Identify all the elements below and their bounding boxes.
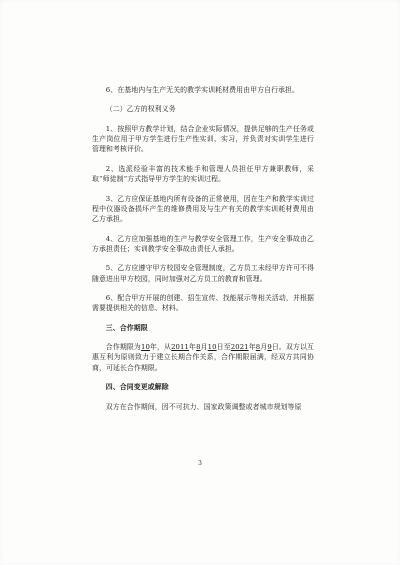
period-text-4: 日至 <box>216 343 231 352</box>
page-number: 3 <box>198 460 202 467</box>
start-month: 8 <box>196 343 201 352</box>
cooperation-period-paragraph <box>92 342 314 373</box>
obligation-item-4: 4、乙方应加强基地的生产与教学安全管理工作，生产安全事故由乙方承担责任；实训教学安全事故由责任人承担。 <box>92 234 314 253</box>
period-text-3: 月 <box>200 343 208 352</box>
period-text-6: 月 <box>260 343 268 352</box>
section-4-heading: 四、合同变更或解除 <box>105 383 169 392</box>
period-years: 10 <box>140 343 150 352</box>
period-text-5: 年 <box>248 343 256 352</box>
end-day: 9 <box>267 343 272 352</box>
period-post-text: 日。双方以互惠互利为原则致力于建立长期合作关系，合作期限届满，经双方共同协商，可延长合作期限。 <box>92 343 314 372</box>
obligation-item-3: 3、乙方应保证基地内所有设备的正常使用，因在生产和教学实训过程中仪器设备损坏产生的维修费用及与生产有关的教学实训耗材费用由乙方承担。 <box>92 194 314 224</box>
obligation-item-6: 6、配合甲方开展的创建、招生宣传、找能展示等相关活动，并根据需要提供相关的信息、材料。 <box>92 294 314 313</box>
period-pre-text: 合作期限为 <box>105 343 141 352</box>
section-2-heading: （二）乙方的权利义务 <box>105 105 176 114</box>
start-day: 10 <box>207 343 217 352</box>
period-text-2: 年 <box>189 343 197 352</box>
end-month: 8 <box>255 343 261 352</box>
obligation-item-5: 5、乙方应遵守甲方校园安全管理制度，乙方员工未经甲方许可不得随意进出甲方校园，同时加强对乙方员工的教育和管理。 <box>92 264 314 283</box>
period-text-1: 年，从 <box>149 343 172 352</box>
obligation-item-2: 2、选派经验丰富的技术能手和管理人员担任甲方兼职教师，采取“师徒制”方式指导甲方学生的实训过程。 <box>92 164 314 184</box>
obligation-item-1: 1、按照甲方教学计划，结合企业实际情况，提供足够的生产任务或生产岗位用于甲方学生进行生产性实训、实习，并负责对实训学生进行管理和考核评价。 <box>92 124 314 154</box>
start-year: 2011 <box>171 343 190 352</box>
section-3-heading: 三、合作期限 <box>105 323 148 332</box>
document-body <box>92 85 314 421</box>
section-4-paragraph: 双方在合作期间，因不可抗力、国家政策调整或者城市规划等原 <box>105 402 302 411</box>
clause-6-paragraph: 6、在基地内与生产无关的教学实训耗材费用由甲方自行承担。 <box>105 86 300 94</box>
end-year: 2021 <box>230 343 249 352</box>
